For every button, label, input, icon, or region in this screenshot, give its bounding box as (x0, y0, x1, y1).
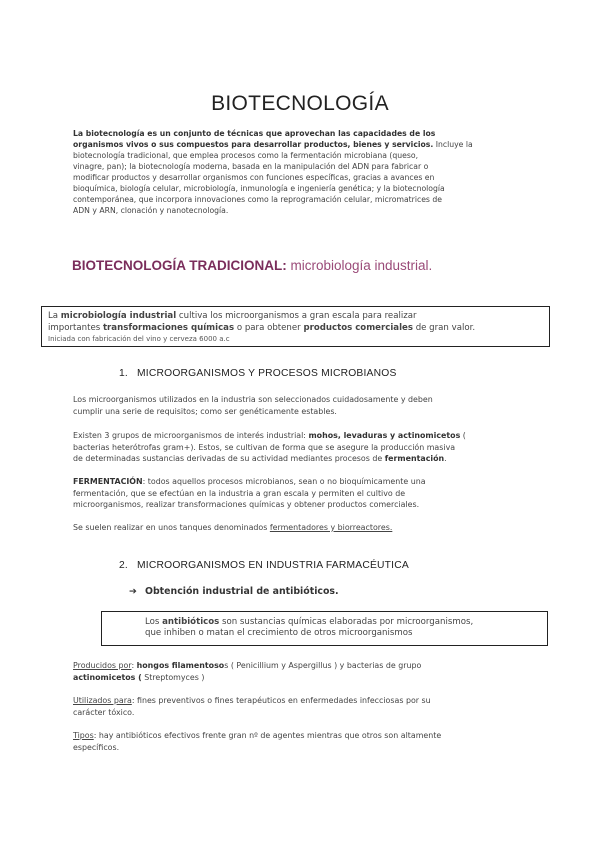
paragraph-text: : todos aquellos procesos microbianos, sean o no bioquímicamente una (142, 477, 426, 486)
paragraph-text: Existen 3 grupos de microorganismos de interés industrial: (73, 431, 309, 440)
box-text: o para obtener (234, 322, 304, 333)
paragraph-line: específicos. (73, 742, 120, 752)
section-heading-traditional (72, 258, 432, 273)
paragraph (73, 430, 535, 465)
box-text: Los (145, 617, 163, 627)
paragraph-line: Los microorganismos utilizados en la industria son seleccionados cuidadosamente y deben (73, 395, 433, 404)
paragraph-bold: actinomicetos ( (73, 672, 142, 682)
paragraph-bold: hongos filamentoso (136, 661, 225, 670)
paragraph-bold: FERMENTACIÓN (73, 477, 143, 486)
section-heading: MICROORGANISMOS EN INDUSTRIA FARMACÉUTICA (137, 560, 409, 571)
intro-line: ADN y ARN, clonación y nanotecnología. (73, 206, 229, 215)
section-heading: MICROORGANISMOS Y PROCESOS MICROBIANOS (137, 368, 397, 379)
paragraph (73, 476, 535, 511)
box-text: cultiva los microorganismos a gran escala para realizar (176, 311, 417, 321)
paragraph (73, 522, 535, 534)
paragraph-line: cumplir una serie de requisitos; como ser genéticamente estables. (73, 406, 337, 416)
box-text: importantes (48, 322, 103, 333)
section-heading-bold: BIOTECNOLOGÍA TRADICIONAL: (72, 258, 287, 273)
box-text: La (48, 311, 61, 321)
intro-line: bioquímica, biología celular, microbiología, inmunología e ingeniería genética; y la biotecnología (73, 184, 445, 193)
box-bold: productos comerciales (303, 322, 413, 333)
box-bold: antibióticos (162, 617, 220, 627)
box-bold: microbiología industrial (60, 311, 177, 321)
box-text: de gran valor. (412, 322, 476, 333)
paragraph-text: : (131, 661, 137, 670)
paragraph-line: carácter tóxico. (73, 707, 135, 717)
paragraph-bold: mohos, levaduras y actinomicetos (308, 431, 461, 440)
paragraph-text: de determinadas sustancias derivadas de su actividad mediantes procesos de (73, 454, 385, 463)
paragraph-text: Se suelen realizar en unos tanques denominados (73, 523, 270, 532)
intro-line: biotecnología tradicional, que emplea procesos como la fermentación microbiana (queso, (73, 151, 419, 160)
arrow-icon: ➔ (129, 586, 137, 597)
intro-line: La biotecnología es un conjunto de técnicas que aprovechan las capacidades de los (73, 129, 436, 138)
paragraph-text: Streptomyces ) (141, 672, 205, 682)
box-bold: transformaciones químicas (102, 322, 235, 333)
intro-line: modificar productos y desarrollar organismos con funciones específicas, gracias a avances en (73, 173, 435, 182)
paragraph (73, 394, 535, 417)
section-number: 2. (119, 560, 128, 571)
paragraph (73, 730, 535, 753)
paragraph-line: bacterias heterótrofas gram+). Estos, se cultivan de forma que se asegure la producción masiva (73, 442, 456, 452)
paragraph-text: . (444, 454, 447, 463)
box-text: son sustancias químicas elaboradas por microorganismos, (219, 617, 474, 627)
paragraph-underlined: Producidos por (73, 661, 132, 670)
paragraph-text: : hay antibióticos efectivos frente gran nº de agentes mientras que otros son altamente (93, 731, 442, 740)
paragraph (73, 695, 535, 718)
intro-line: organismos vivos o sus compuestos para desarrollar productos, bienes y servicios. (73, 140, 434, 149)
intro-paragraph (73, 128, 533, 216)
paragraph-bold: fermentación (384, 454, 445, 463)
paragraph-line: microorganismos, realizar transformaciones químicas y obtener productos comerciales. (73, 500, 420, 509)
page-title: BIOTECNOLOGÍA (211, 92, 389, 115)
paragraph (73, 660, 535, 683)
subheading: Obtención industrial de antibióticos. (145, 586, 339, 597)
paragraph-line: fermentación, que se efectúan en la industria a gran escala y permiten el cultivo de (73, 488, 406, 498)
paragraph-text: : fines preventivos o fines terapéuticos en enfermedades infecciosas por su (131, 696, 431, 705)
paragraph-text: s ( Penicillium y Aspergillus ) y bacterias de grupo (224, 661, 422, 670)
section-number: 1. (119, 368, 128, 379)
definition-box (41, 306, 550, 347)
box-note: Iniciada con fabricación del vino y cerveza 6000 a.c (48, 335, 230, 343)
antibiotics-box (101, 611, 548, 646)
intro-line: vinagre, pan); la biotecnología moderna, basada en la manipulación del ADN para fabricar o (73, 162, 429, 171)
intro-line: contemporánea, que incorpora innovaciones como la reprogramación celular, micromatrices de (73, 195, 442, 204)
box-text: que inhiben o matan el crecimiento de otros microorganismos (145, 628, 413, 638)
intro-line: Incluye la (433, 140, 473, 149)
paragraph-text: ( (460, 431, 466, 440)
paragraph-underlined: Tipos (73, 731, 94, 740)
paragraph-underlined: fermentadores y biorreactores. (269, 523, 393, 532)
paragraph-underlined: Utilizados para (73, 696, 132, 705)
section-heading-light: microbiología industrial. (286, 258, 433, 273)
